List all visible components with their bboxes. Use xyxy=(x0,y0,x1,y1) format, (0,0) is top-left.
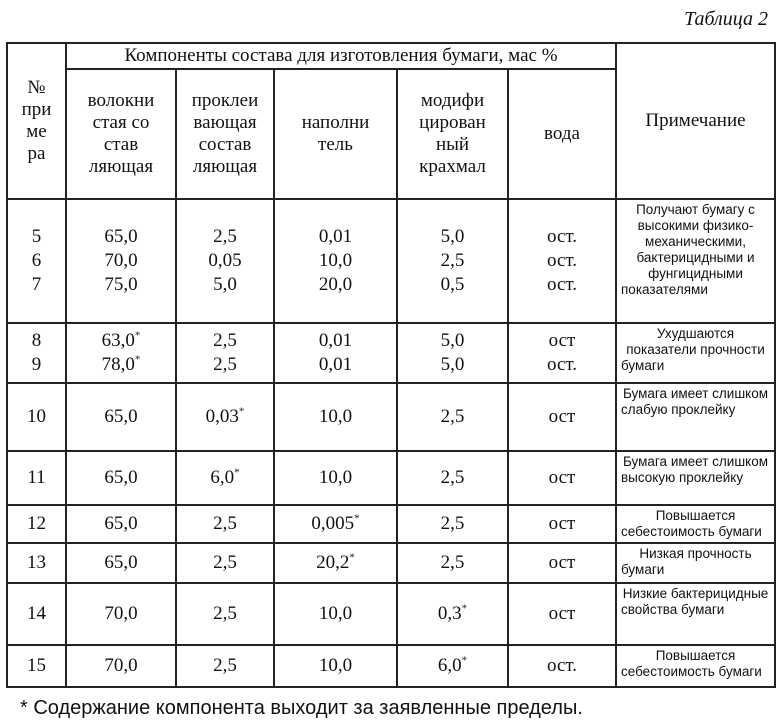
cell-starch xyxy=(397,543,508,583)
cell-value: ост xyxy=(548,603,576,624)
cell-value: 0,3* xyxy=(437,602,468,624)
cell-no xyxy=(7,543,66,583)
cell-value: 13 xyxy=(27,552,46,573)
header-note: Примечание xyxy=(616,43,775,199)
cell-value: 9 xyxy=(31,354,42,375)
header-number: № при ме ра xyxy=(7,43,66,199)
cell-note: Низкие бактерицидные свойства бумаги xyxy=(616,583,775,645)
cell-value: 0,03* xyxy=(205,405,245,427)
cell-no xyxy=(7,505,66,543)
cell-value: 6,0* xyxy=(437,654,468,676)
cell-water xyxy=(508,323,616,383)
cell-value: 70,0 xyxy=(104,655,138,676)
table-row xyxy=(7,583,775,645)
cell-value: 10,0 xyxy=(318,655,353,676)
cell-filler xyxy=(274,323,397,383)
cell-starch xyxy=(397,383,508,451)
cell-value: 20,0 xyxy=(318,274,353,295)
header-sizing: проклеи вающая состав ляющая xyxy=(176,69,274,199)
table-caption: Таблица 2 xyxy=(684,8,768,30)
cell-value: 11 xyxy=(27,467,46,488)
cell-value: 5,0 xyxy=(213,274,237,295)
cell-starch xyxy=(397,505,508,543)
cell-fiber xyxy=(66,505,176,543)
table-row xyxy=(7,323,775,383)
cell-filler xyxy=(274,199,397,323)
cell-value: 0,5 xyxy=(440,274,465,295)
cell-filler xyxy=(274,383,397,451)
cell-water xyxy=(508,645,616,687)
cell-value: ост xyxy=(548,552,576,573)
header-water: вода xyxy=(508,69,616,199)
cell-water xyxy=(508,543,616,583)
cell-value: 0,01 xyxy=(318,354,353,375)
cell-sizing xyxy=(176,645,274,687)
header-starch: модифи цирован ный крахмал xyxy=(397,69,508,199)
cell-value: 10,0 xyxy=(318,467,353,488)
cell-fiber xyxy=(66,199,176,323)
cell-value: 75,0 xyxy=(104,274,138,295)
cell-filler xyxy=(274,645,397,687)
cell-value: 65,0 xyxy=(104,467,138,488)
cell-fiber xyxy=(66,451,176,505)
cell-fiber xyxy=(66,583,176,645)
cell-value: 5,0 xyxy=(440,226,465,247)
table-row xyxy=(7,383,775,451)
cell-value: 2,5 xyxy=(213,354,237,375)
cell-value: 2,5 xyxy=(213,552,237,573)
cell-value: ост. xyxy=(546,250,578,271)
cell-value: 6 xyxy=(31,250,42,271)
cell-value: 65,0 xyxy=(104,552,138,573)
cell-value: 10,0 xyxy=(318,603,353,624)
cell-starch xyxy=(397,323,508,383)
cell-sizing xyxy=(176,451,274,505)
cell-value: 15 xyxy=(27,655,46,676)
cell-value: 65,0 xyxy=(104,406,138,427)
cell-value: 2,5 xyxy=(213,603,237,624)
cell-value: 2,5 xyxy=(440,552,465,573)
cell-value: 2,5 xyxy=(440,250,465,271)
cell-value: 14 xyxy=(27,603,46,624)
cell-value: ост. xyxy=(546,655,578,676)
cell-note: Бумага имеет слишком высокую проклейку xyxy=(616,451,775,505)
cell-value: ост xyxy=(548,513,576,534)
cell-value: 10,0 xyxy=(318,406,353,427)
cell-value: 8 xyxy=(31,330,42,351)
table-row xyxy=(7,451,775,505)
cell-value: ост. xyxy=(546,354,578,375)
cell-value: ост xyxy=(548,467,576,488)
cell-value: ост xyxy=(548,330,576,351)
cell-value: 78,0* xyxy=(101,353,141,375)
cell-value: 2,5 xyxy=(213,513,237,534)
cell-filler xyxy=(274,505,397,543)
cell-note: Низкая прочность бумаги xyxy=(616,543,775,583)
cell-water xyxy=(508,383,616,451)
cell-value: 5,0 xyxy=(440,354,465,375)
composition-table xyxy=(6,42,776,688)
cell-value: 20,2* xyxy=(316,551,355,573)
cell-filler xyxy=(274,543,397,583)
cell-starch xyxy=(397,645,508,687)
cell-sizing xyxy=(176,505,274,543)
cell-sizing xyxy=(176,383,274,451)
table-row xyxy=(7,199,775,323)
cell-no xyxy=(7,323,66,383)
cell-note: Ухудшаются показатели прочности бумаги xyxy=(616,323,775,383)
cell-value: 0,005* xyxy=(311,512,360,534)
footnote: * Содержание компонента выходит за заявленные пределы. xyxy=(20,697,583,719)
cell-water xyxy=(508,505,616,543)
cell-value: 0,05 xyxy=(208,250,242,271)
cell-sizing xyxy=(176,199,274,323)
header-fiber: волокни стая со став ляющая xyxy=(66,69,176,199)
cell-value: 2,5 xyxy=(213,655,237,676)
cell-value: 10 xyxy=(27,406,46,427)
cell-note: Повышается себестоимость бумаги xyxy=(616,505,775,543)
cell-value: ост. xyxy=(546,226,578,247)
cell-value: 70,0 xyxy=(104,603,138,624)
cell-note: Получают бумагу с высокими физико-механическими, бактерицидными и фунгицидными показателями xyxy=(616,199,775,323)
cell-value: 5 xyxy=(31,226,42,247)
cell-no xyxy=(7,383,66,451)
cell-fiber xyxy=(66,645,176,687)
cell-sizing xyxy=(176,543,274,583)
cell-starch xyxy=(397,451,508,505)
cell-value: ост. xyxy=(546,274,578,295)
cell-filler xyxy=(274,451,397,505)
cell-starch xyxy=(397,583,508,645)
table-row xyxy=(7,543,775,583)
cell-note: Бумага имеет слишком слабую проклейку xyxy=(616,383,775,451)
cell-value: 2,5 xyxy=(440,406,465,427)
header-components-group: Компоненты состава для изготовления бумаги, мас % xyxy=(66,43,616,69)
table-body xyxy=(7,199,775,687)
cell-water xyxy=(508,199,616,323)
cell-starch xyxy=(397,199,508,323)
cell-sizing xyxy=(176,583,274,645)
cell-value: 70,0 xyxy=(104,250,138,271)
cell-value: 0,01 xyxy=(318,226,353,247)
cell-value: 12 xyxy=(27,513,46,534)
cell-no xyxy=(7,645,66,687)
cell-fiber xyxy=(66,543,176,583)
cell-no xyxy=(7,199,66,323)
cell-value: 0,01 xyxy=(318,330,353,351)
header-filler: наполни тель xyxy=(274,69,397,199)
cell-note: Повышается себестоимость бумаги xyxy=(616,645,775,687)
cell-no xyxy=(7,451,66,505)
cell-value: 2,5 xyxy=(440,467,465,488)
cell-value: 2,5 xyxy=(213,226,237,247)
cell-value: 6,0* xyxy=(210,466,240,488)
cell-fiber xyxy=(66,383,176,451)
cell-value: ост xyxy=(548,406,576,427)
cell-value: 63,0* xyxy=(101,329,141,351)
cell-value: 2,5 xyxy=(213,330,237,351)
cell-filler xyxy=(274,583,397,645)
table-row xyxy=(7,505,775,543)
cell-fiber xyxy=(66,323,176,383)
table-row xyxy=(7,645,775,687)
cell-water xyxy=(508,451,616,505)
cell-value: 5,0 xyxy=(440,330,465,351)
cell-no xyxy=(7,583,66,645)
cell-value: 10,0 xyxy=(318,250,353,271)
cell-water xyxy=(508,583,616,645)
cell-value: 65,0 xyxy=(104,513,138,534)
cell-value: 2,5 xyxy=(440,513,465,534)
cell-value: 7 xyxy=(31,274,42,295)
cell-value: 65,0 xyxy=(104,226,138,247)
cell-sizing xyxy=(176,323,274,383)
